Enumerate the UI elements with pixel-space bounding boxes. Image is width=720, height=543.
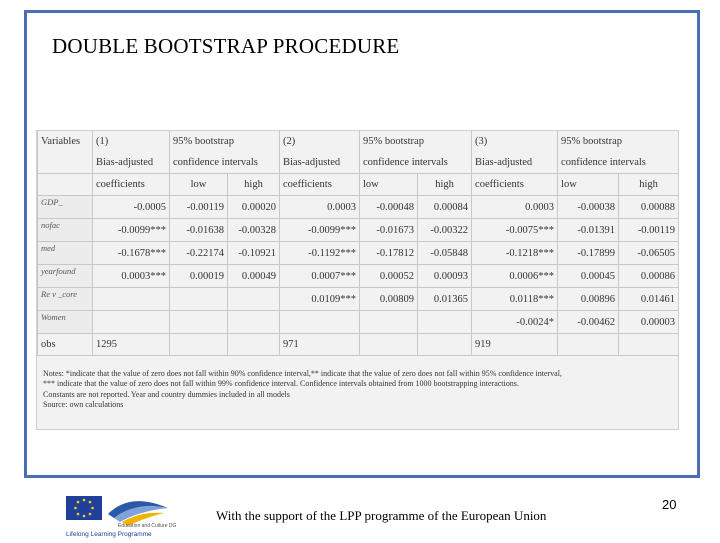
header-coef-3: coefficients: [472, 174, 558, 196]
results-table-image: [36, 130, 679, 430]
header-ci-2: confidence intervals: [360, 152, 472, 174]
header-model-3: (3): [472, 131, 558, 152]
table-cell: [93, 311, 170, 334]
table-cell: 0.00003: [619, 311, 679, 334]
table-cell: -0.10921: [228, 242, 280, 265]
header-bias-2: Bias-adjusted: [280, 152, 360, 174]
logo-caption-llp: Lifelong Learning Programme: [66, 531, 152, 538]
notes-line: Source: own calculations: [43, 399, 124, 409]
table-cell: 0.0006***: [472, 265, 558, 288]
table-cell: -0.0005: [93, 196, 170, 219]
table-cell: -0.0099***: [280, 219, 360, 242]
obs-model-3: 919: [472, 334, 558, 356]
header-variables: Variables: [38, 131, 93, 152]
table-cell: 0.00088: [619, 196, 679, 219]
header-low-2: low: [360, 174, 418, 196]
table-cell: 0.00052: [360, 265, 418, 288]
table-cell: 0.00045: [558, 265, 619, 288]
table-cell: -0.00048: [360, 196, 418, 219]
header-low-1: low: [170, 174, 228, 196]
notes-line: Notes: *indicate that the value of zero does not fall within 90% confidence interval,** indicate that the value of zero does not fall within 95% confidence interval,: [43, 369, 562, 378]
table-cell: -0.00462: [558, 311, 619, 334]
table-cell: -0.05848: [418, 242, 472, 265]
eu-flag-icon: [64, 494, 188, 538]
table-cell: 0.00019: [170, 265, 228, 288]
table-cell: [228, 288, 280, 311]
header-bias-3: Bias-adjusted: [472, 152, 558, 174]
header-bootstrap-1: 95% bootstrap: [170, 131, 280, 152]
table-cell: -0.0075***: [472, 219, 558, 242]
row-label: Re v _core: [38, 288, 93, 311]
table-row-rev-core: [38, 288, 679, 311]
table-cell: [93, 288, 170, 311]
table-row-obs: [38, 334, 679, 356]
table-cell: 0.00809: [360, 288, 418, 311]
table-cell: 0.00084: [418, 196, 472, 219]
table-row-gdp: [38, 196, 679, 219]
table-cell: 0.0003: [472, 196, 558, 219]
table-cell: -0.01638: [170, 219, 228, 242]
table-cell: -0.00322: [418, 219, 472, 242]
header-bias-1: Bias-adjusted: [93, 152, 170, 174]
header-model-2: (2): [280, 131, 360, 152]
table-row-yearfound: [38, 265, 679, 288]
table-cell: 0.0003***: [93, 265, 170, 288]
table-cell: -0.1218***: [472, 242, 558, 265]
row-label: yearfound: [38, 265, 93, 288]
table-cell: -0.0024*: [472, 311, 558, 334]
table-cell: [280, 311, 360, 334]
table-cell: 0.0003: [280, 196, 360, 219]
header-coef-1: coefficients: [93, 174, 170, 196]
table-cell: 0.0118***: [472, 288, 558, 311]
table-cell: [360, 311, 418, 334]
table-cell: [170, 288, 228, 311]
table-cell: 0.01461: [619, 288, 679, 311]
table-cell: -0.0099***: [93, 219, 170, 242]
header-ci-3: confidence intervals: [558, 152, 679, 174]
header-bootstrap-3: 95% bootstrap: [558, 131, 679, 152]
header-row-2: [38, 152, 679, 174]
notes-line: *** indicate that the value of zero does not fall within 99% confidence interval. Confidence intervals obtained from 1000 bootstrapping interactions.: [43, 379, 519, 389]
table-cell: 0.00049: [228, 265, 280, 288]
table-cell: -0.17812: [360, 242, 418, 265]
table-cell: 0.00020: [228, 196, 280, 219]
table-cell: -0.17899: [558, 242, 619, 265]
table-cell: 0.0109***: [280, 288, 360, 311]
table-cell: 0.00093: [418, 265, 472, 288]
table-cell: -0.22174: [170, 242, 228, 265]
table-cell: 0.00086: [619, 265, 679, 288]
header-row-1: [38, 131, 679, 152]
logo-caption-dg: Education and Culture DG: [118, 523, 177, 529]
slide-title: DOUBLE BOOTSTRAP PROCEDURE: [52, 34, 400, 58]
header-high-1: high: [228, 174, 280, 196]
table-cell: -0.00038: [558, 196, 619, 219]
page-number: 20: [662, 497, 677, 512]
table-cell: -0.1192***: [280, 242, 360, 265]
table-row-med: [38, 242, 679, 265]
header-coef-2: coefficients: [280, 174, 360, 196]
table-cell: -0.01673: [360, 219, 418, 242]
row-label: GDP_: [38, 196, 93, 219]
table-cell: -0.01391: [558, 219, 619, 242]
table-cell: 0.01365: [418, 288, 472, 311]
header-high-3: high: [619, 174, 679, 196]
table-cell: -0.00119: [170, 196, 228, 219]
table-notes: [43, 369, 562, 410]
footer-text: With the support of the LPP programme of the European Union: [216, 508, 547, 523]
table-cell: -0.00328: [228, 219, 280, 242]
header-model-1: (1): [93, 131, 170, 152]
results-table: [37, 131, 679, 356]
lifelong-learning-logo: [64, 494, 188, 538]
table-cell: 0.0007***: [280, 265, 360, 288]
row-label: med: [38, 242, 93, 265]
header-ci-1: confidence intervals: [170, 152, 280, 174]
header-low-3: low: [558, 174, 619, 196]
obs-model-1: 1295: [93, 334, 170, 356]
obs-model-2: 971: [280, 334, 360, 356]
table-cell: -0.06505: [619, 242, 679, 265]
notes-line: Constants are not reported. Year and country dummies included in all models: [43, 389, 290, 399]
row-label: Women: [38, 311, 93, 334]
table-cell: [418, 311, 472, 334]
table-row-women: [38, 311, 679, 334]
header-high-2: high: [418, 174, 472, 196]
table-cell: [170, 311, 228, 334]
header-bootstrap-2: 95% bootstrap: [360, 131, 472, 152]
table-row-nofac: [38, 219, 679, 242]
header-row-3: [38, 174, 679, 196]
row-label: nofac: [38, 219, 93, 242]
table-cell: -0.1678***: [93, 242, 170, 265]
table-cell: [228, 311, 280, 334]
table-cell: 0.00896: [558, 288, 619, 311]
table-cell: -0.00119: [619, 219, 679, 242]
row-label-obs: obs: [38, 334, 93, 356]
